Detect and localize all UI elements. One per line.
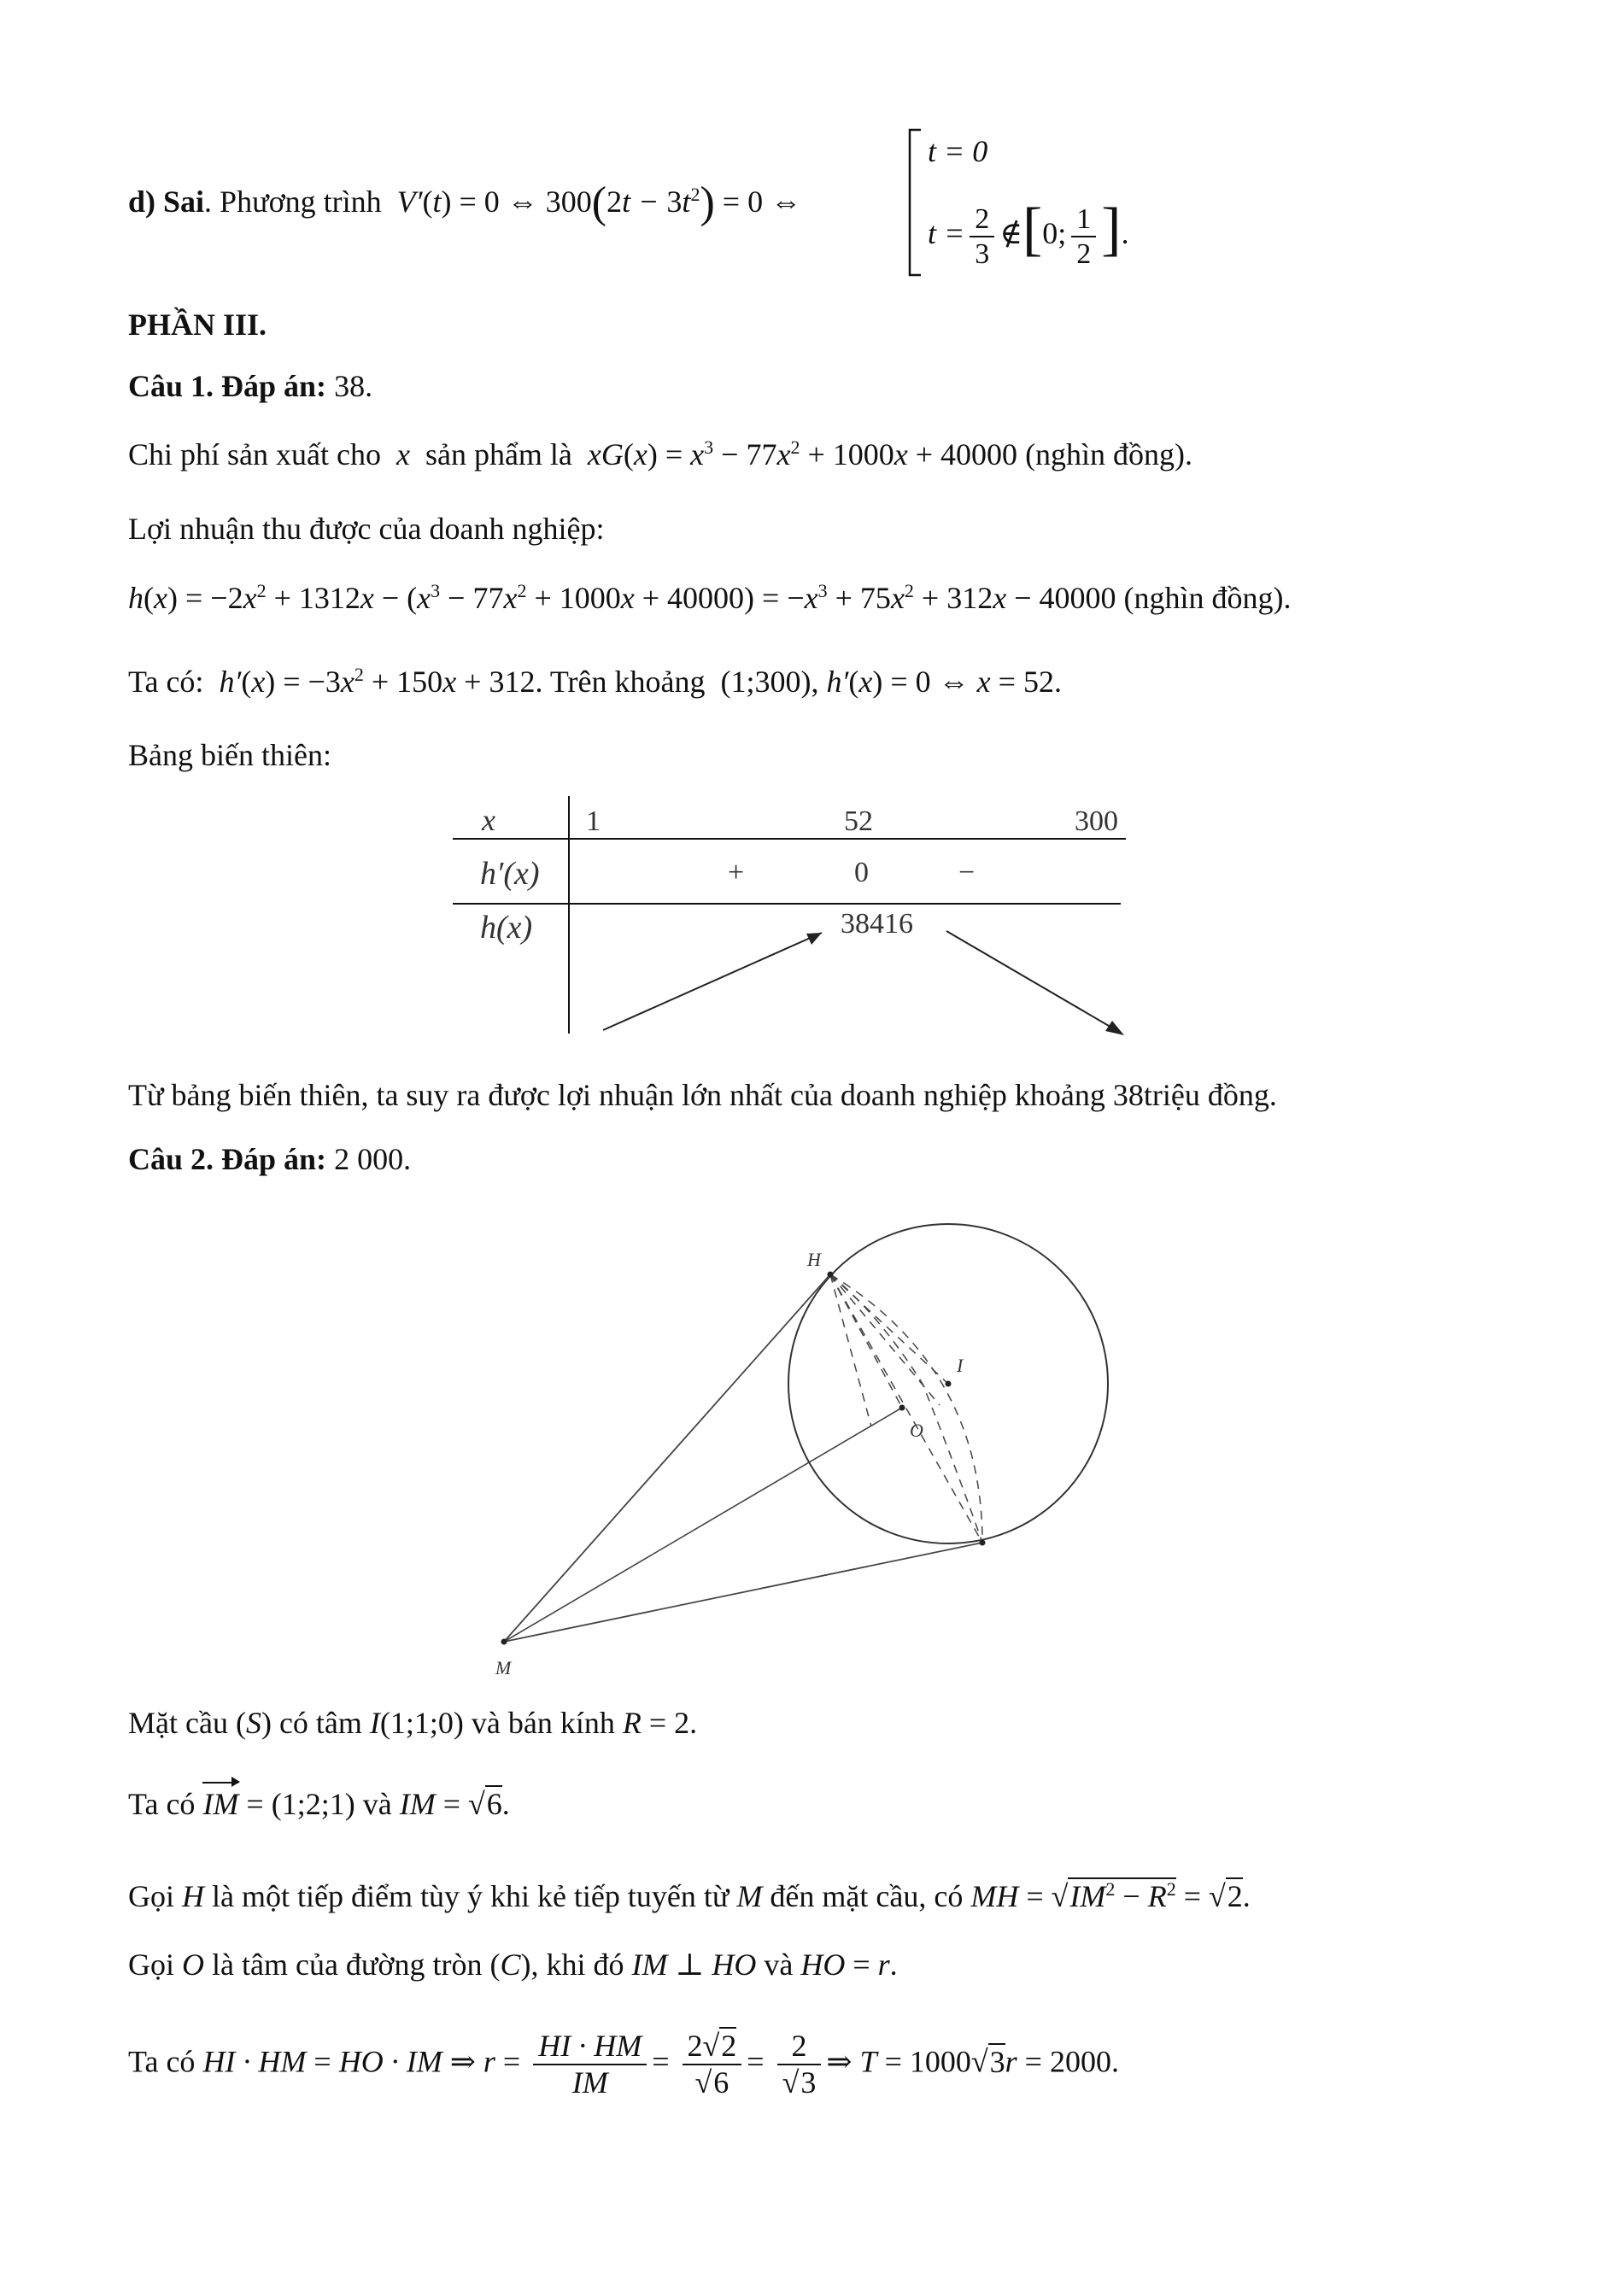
label-O: O [910, 1420, 923, 1441]
q2-tangent-line: Gọi H là một tiếp điểm tùy ý khi kẻ tiếp tuyến từ M đến mặt cầu, có MH = $√IM^2 - R^2 = √2$. [128, 1878, 1251, 1913]
q1-derivative-line: Ta có: $h'(x) = -3x^2 + 150x + 312$. Trên khoảng (1;300), h′(x) = 0 ⇔ x = 52. [128, 664, 1062, 699]
q2-sphere-line: Mặt cầu (S) có tâm I(1;1;0) và bán kính R = 2. [128, 1706, 698, 1740]
table-x-300: 300 [1075, 805, 1118, 837]
q1-table-title: Bảng biến thiên: [128, 738, 331, 772]
q1-conclusion: Từ bảng biến thiên, ta suy ra được lợi nhuận lớn nhất của doanh nghiệp khoảng 38triệu đồng. [128, 1078, 1277, 1112]
table-sign-minus: − [958, 857, 976, 888]
dashed-H-I [830, 1274, 948, 1384]
point-tangent-bottom [980, 1540, 986, 1546]
dashed-H-O [830, 1274, 902, 1408]
tangent-M-bottom [504, 1543, 982, 1642]
part-d-label: d) Sai [128, 184, 205, 219]
q2-center-line: Gọi O là tâm của đường tròn (C), khi đó IM ⊥ HO và HO = r. [128, 1948, 898, 1982]
section-title: PHẦN III. [128, 308, 267, 342]
label-M: M [495, 1657, 512, 1678]
arrow-increasing [603, 933, 822, 1030]
part-d-text: . Phương trình [204, 184, 382, 219]
cases-bracket [907, 128, 923, 278]
arrow-decreasing-head [1105, 1021, 1124, 1035]
table-max-value: 38416 [841, 908, 913, 940]
dashed-H-left [830, 1274, 871, 1426]
sphere-figure [478, 1213, 1128, 1691]
variation-table [453, 794, 1136, 1042]
q2-final-line: Ta có HI · HM = HO · IM ⇒ r = $\frac{HI \cdot HM}{IM}$ = $\frac{2√2}{√6}$ = $\frac{2}{√3}$ ⇒ T = 1000√3r = 2000. [128, 2029, 1119, 2100]
label-H: H [807, 1249, 821, 1270]
table-x-52: 52 [844, 805, 873, 837]
label-I: I [957, 1355, 964, 1376]
case-t-zero: t = 0 [928, 134, 988, 168]
q2-vector-line: Ta có IM = (1;2;1) và IM = √6. [128, 1785, 510, 1824]
table-x-1: 1 [586, 805, 601, 837]
arrow-decreasing [946, 931, 1119, 1032]
point-H [828, 1272, 834, 1278]
dashed-H-bottom [830, 1274, 982, 1543]
segment-M-O [504, 1408, 902, 1642]
q2-header: Câu 2. Đáp án: 2 000. [128, 1142, 412, 1176]
point-I [946, 1381, 952, 1387]
point-M [501, 1639, 507, 1645]
q1-cost-line: Chi phí sản xuất cho x sản phẩm là $xG(x) = x^3 - 77x^2 + 1000x + 40000$ (nghìn đồng). [128, 436, 1193, 472]
point-O [899, 1405, 905, 1411]
part-d-line [128, 175, 801, 231]
table-hprime-label: h′(x) [480, 856, 540, 892]
table-sign-plus: + [728, 857, 745, 888]
table-h-label: h(x) [480, 910, 533, 946]
q1-profit-title: Lợi nhuận thu được của doanh nghiệp: [128, 512, 605, 546]
table-sign-zero: 0 [854, 857, 869, 888]
part-d-equation: V′(t) = 0 ⇔ $300(2t - 3t^2) = 0$ ⇔ [389, 179, 802, 227]
q1-header: Câu 1. Đáp án: 38. [128, 369, 373, 403]
table-x-label: x [482, 803, 495, 837]
tangent-MH [504, 1274, 830, 1642]
q1-profit-equation: $h(x) = -2x^2 + 1312x - (x^3 - 77x^2 + 1000x + 40000) = -x^3 + 75x^2 + 312x - 40000$ (nghìn đồng). [128, 580, 1292, 615]
case-t-two-thirds: t = $\frac{2}{3}$ ∉[0; $\frac{1}{2}$ ]. [928, 196, 1129, 270]
